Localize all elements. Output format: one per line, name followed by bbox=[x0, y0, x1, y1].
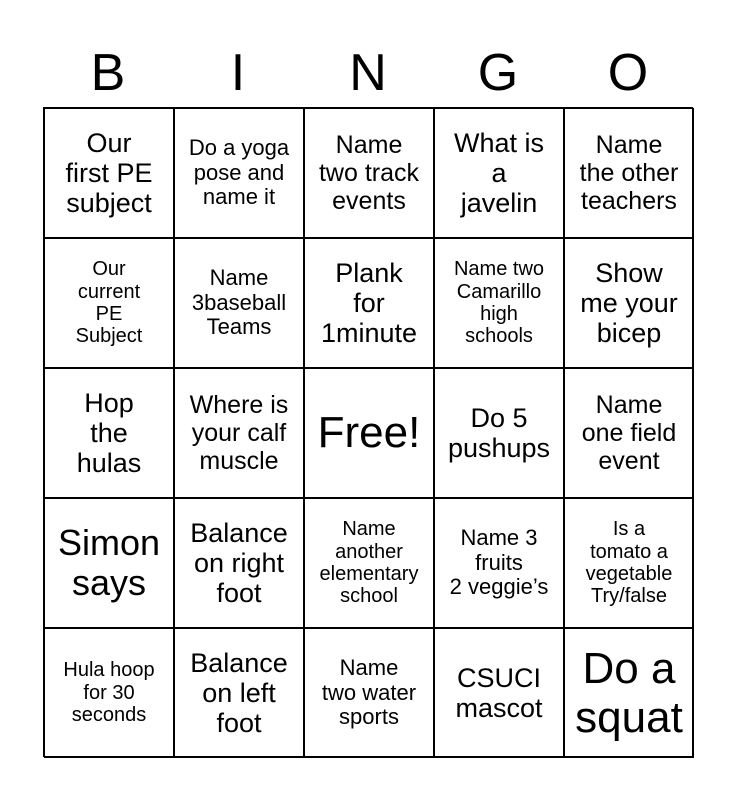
cell-text: Show me your bicep bbox=[580, 257, 678, 349]
cell-text: Plank for 1minute bbox=[320, 257, 418, 349]
bingo-cell[interactable] bbox=[304, 238, 434, 368]
bingo-cell[interactable] bbox=[434, 368, 564, 498]
cell-text: Balance on left foot bbox=[190, 647, 288, 739]
bingo-cell[interactable] bbox=[564, 238, 694, 368]
cell-text: Name 3 fruits 2 veggie’s bbox=[449, 525, 549, 600]
cell-text: Name the other teachers bbox=[579, 131, 679, 215]
bingo-cell[interactable] bbox=[44, 498, 174, 628]
bingo-card bbox=[43, 107, 693, 757]
cell-text: Name two Camarillo high schools bbox=[453, 258, 545, 348]
bingo-cell[interactable] bbox=[44, 238, 174, 368]
bingo-cell[interactable] bbox=[564, 498, 694, 628]
bingo-cell[interactable] bbox=[174, 238, 304, 368]
bingo-header bbox=[43, 40, 693, 106]
bingo-cell[interactable] bbox=[44, 368, 174, 498]
cell-text: Name two water sports bbox=[321, 655, 417, 730]
cell-text: Balance on right foot bbox=[190, 517, 288, 609]
cell-text: Name another elementary school bbox=[319, 518, 419, 608]
bingo-cell[interactable] bbox=[434, 238, 564, 368]
header-letter-g: G bbox=[477, 44, 519, 102]
bingo-cell[interactable] bbox=[44, 108, 174, 238]
cell-text: Name one field event bbox=[581, 391, 677, 475]
header-letter-o: O bbox=[607, 44, 649, 102]
bingo-cell[interactable] bbox=[304, 108, 434, 238]
bingo-cell[interactable] bbox=[564, 108, 694, 238]
bingo-cell[interactable] bbox=[564, 368, 694, 498]
cell-text: Do a squat bbox=[575, 643, 683, 742]
header-letter-i: I bbox=[230, 44, 246, 102]
cell-text: Free! bbox=[317, 408, 421, 458]
cell-text: CSUCI mascot bbox=[455, 662, 543, 723]
cell-text: Name 3baseball Teams bbox=[191, 265, 287, 340]
cell-text: Our current PE Subject bbox=[75, 258, 143, 348]
cell-text: Where is your calf muscle bbox=[189, 391, 289, 475]
header-letter-n: N bbox=[349, 44, 387, 102]
bingo-cell[interactable] bbox=[564, 628, 694, 758]
bingo-cell[interactable] bbox=[434, 498, 564, 628]
bingo-cell[interactable] bbox=[304, 498, 434, 628]
cell-text: Simon says bbox=[57, 521, 161, 603]
bingo-cell[interactable] bbox=[174, 498, 304, 628]
cell-text: Is a tomato a vegetable Try/false bbox=[585, 518, 673, 608]
header-letter-b: B bbox=[90, 44, 126, 102]
bingo-cell[interactable] bbox=[174, 628, 304, 758]
cell-text: Do a yoga pose and name it bbox=[188, 135, 290, 210]
bingo-cell[interactable] bbox=[44, 628, 174, 758]
bingo-cell[interactable] bbox=[174, 368, 304, 498]
bingo-cell[interactable] bbox=[304, 628, 434, 758]
cell-text: Hop the hulas bbox=[76, 387, 142, 479]
cell-text: Hula hoop for 30 seconds bbox=[63, 659, 155, 727]
cell-text: Our first PE subject bbox=[65, 127, 153, 219]
bingo-cell[interactable] bbox=[434, 108, 564, 238]
cell-text: What is a javelin bbox=[453, 127, 545, 219]
bingo-cell[interactable] bbox=[174, 108, 304, 238]
cell-text: Name two track events bbox=[318, 131, 420, 215]
bingo-cell[interactable] bbox=[434, 628, 564, 758]
free-space[interactable] bbox=[304, 368, 434, 498]
cell-text: Do 5 pushups bbox=[447, 402, 551, 463]
